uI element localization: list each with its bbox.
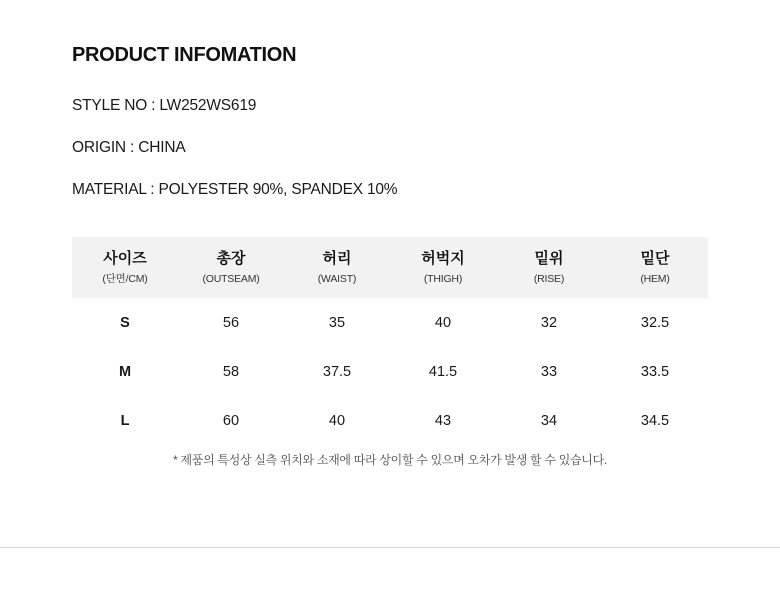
header-sublabel: (WAIST) xyxy=(317,272,357,285)
header-cell-thigh xyxy=(390,237,496,298)
origin-line: ORIGIN : CHINA xyxy=(72,139,186,156)
cell-waist: 37.5 xyxy=(322,363,352,380)
cell-outseam: 56 xyxy=(222,314,240,331)
header-label: 허리 xyxy=(322,250,352,267)
header-cell-rise xyxy=(496,237,602,298)
cell-rise: 32 xyxy=(540,314,558,331)
cell-rise: 33 xyxy=(540,363,558,380)
table-row xyxy=(72,347,708,396)
cell-hem: 33.5 xyxy=(640,363,670,380)
size-table-header xyxy=(72,237,708,298)
table-row xyxy=(72,298,708,347)
cell-waist: 35 xyxy=(328,314,346,331)
header-label: 밑위 xyxy=(534,250,564,267)
size-table-body xyxy=(72,298,708,445)
material-line: MATERIAL : POLYESTER 90%, SPANDEX 10% xyxy=(72,181,398,198)
cell-thigh: 41.5 xyxy=(428,363,458,380)
cell-thigh: 40 xyxy=(434,314,452,331)
header-sublabel: (HEM) xyxy=(640,272,670,285)
cell-outseam: 60 xyxy=(222,412,240,429)
cell-rise: 34 xyxy=(540,412,558,429)
cell-hem: 32.5 xyxy=(640,314,670,331)
header-sublabel: (RISE) xyxy=(533,272,565,285)
header-label: 허벅지 xyxy=(421,250,465,267)
table-header-row xyxy=(72,237,708,298)
header-sublabel: (THIGH) xyxy=(423,272,463,285)
style-no-line: STYLE NO : LW252WS619 xyxy=(72,97,257,114)
header-label: 밑단 xyxy=(640,250,670,267)
header-cell-hem xyxy=(602,237,708,298)
header-cell-size xyxy=(72,237,178,298)
header-cell-waist xyxy=(284,237,390,298)
header-cell-outseam xyxy=(178,237,284,298)
bottom-divider xyxy=(0,547,780,548)
measurement-note: * 제품의 특성상 실측 위치와 소재에 따라 상이할 수 있으며 오차가 발생 할 수 있습니다. xyxy=(173,452,607,467)
cell-outseam: 58 xyxy=(222,363,240,380)
header-label: 사이즈 xyxy=(103,250,147,267)
cell-size: M xyxy=(118,363,132,380)
size-table-wrapper xyxy=(72,237,708,468)
cell-thigh: 43 xyxy=(434,412,452,429)
page-title: PRODUCT INFOMATION xyxy=(72,44,297,66)
cell-hem: 34.5 xyxy=(640,412,670,429)
header-sublabel: (단면/CM) xyxy=(102,272,148,285)
cell-size: S xyxy=(120,314,130,331)
header-sublabel: (OUTSEAM) xyxy=(202,272,260,285)
header-label: 총장 xyxy=(216,250,246,267)
cell-waist: 40 xyxy=(328,412,346,429)
table-row xyxy=(72,396,708,445)
size-table xyxy=(72,237,708,445)
cell-size: L xyxy=(120,412,130,429)
